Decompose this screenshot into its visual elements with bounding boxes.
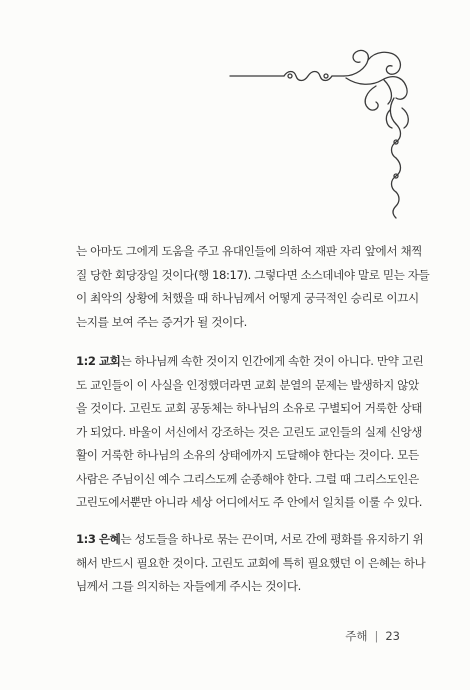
- text-line: 활이 거룩한 하나님의 소유의 상태에까지 도달해야 한다는 것이다. 모든: [76, 448, 419, 462]
- text-line: 해서 반드시 필요한 것이다. 고린도 교회에 특히 필요했던 이 은혜는 하나: [76, 555, 426, 570]
- line-rest: 는 성도들을 하나로 묶는 끈이며, 서로 간에 평화를 유지하기 위: [120, 532, 424, 546]
- paragraph-1: [76, 240, 430, 334]
- flourish-corner-ornament-icon: [226, 46, 416, 222]
- text-line: 는 아마도 그에게 도움을 주고 유대인들에 의하여 재판 자리 앞에서 채찍: [76, 244, 423, 258]
- text-line: 가 되었다. 바울이 서신에서 강조하는 것은 고린도 교인들의 실제 신앙생: [76, 424, 423, 439]
- text-line: 질 당한 회당장일 것이다(행 18:17). 그렇다면 소스데네야 말로 믿는 자들: [76, 267, 430, 282]
- verse-reference: 1:3: [76, 532, 96, 546]
- text-line: 고린도에서뿐만 아니라 세상 어디에서도 주 안에서 일치를 이룰 수 있다.: [76, 495, 423, 509]
- text-line: [76, 528, 424, 552]
- key-term: 교회: [98, 354, 121, 368]
- footer-separator: |: [374, 629, 379, 643]
- text-line: 을 것이다. 고린도 교회 공동체는 하나님의 소유로 구별되어 거룩한 상태: [76, 401, 423, 415]
- page-number: 23: [385, 629, 400, 643]
- page-footer: [345, 628, 400, 644]
- text-line: 이 최악의 상황에 처했을 때 하나님께서 어떻게 궁극적인 승리로 이끄시: [76, 291, 419, 305]
- text-line: 사람은 주님이신 예수 그리스도께 순종해야 한다. 그럴 때 그리스도인은: [76, 471, 419, 486]
- text-line: [76, 350, 424, 374]
- paragraph-1-2-church: [76, 350, 424, 515]
- text-line: 도 교인들이 이 사실을 인정했더라면 교회 분열의 문제는 발생하지 않았: [76, 377, 419, 392]
- key-term: 은혜: [98, 532, 121, 546]
- line-rest: 는 하나님께 속한 것이지 인간에게 속한 것이 아니다. 만약 고린: [120, 354, 424, 368]
- section-name: 주해: [345, 629, 368, 643]
- text-line: 는지를 보여 주는 증거가 될 것이다.: [76, 314, 247, 329]
- paragraph-1-3-grace: [76, 528, 426, 599]
- text-line: 님께서 그를 의지하는 자들에게 주시는 것이다.: [76, 579, 301, 593]
- verse-reference: 1:2: [76, 354, 96, 368]
